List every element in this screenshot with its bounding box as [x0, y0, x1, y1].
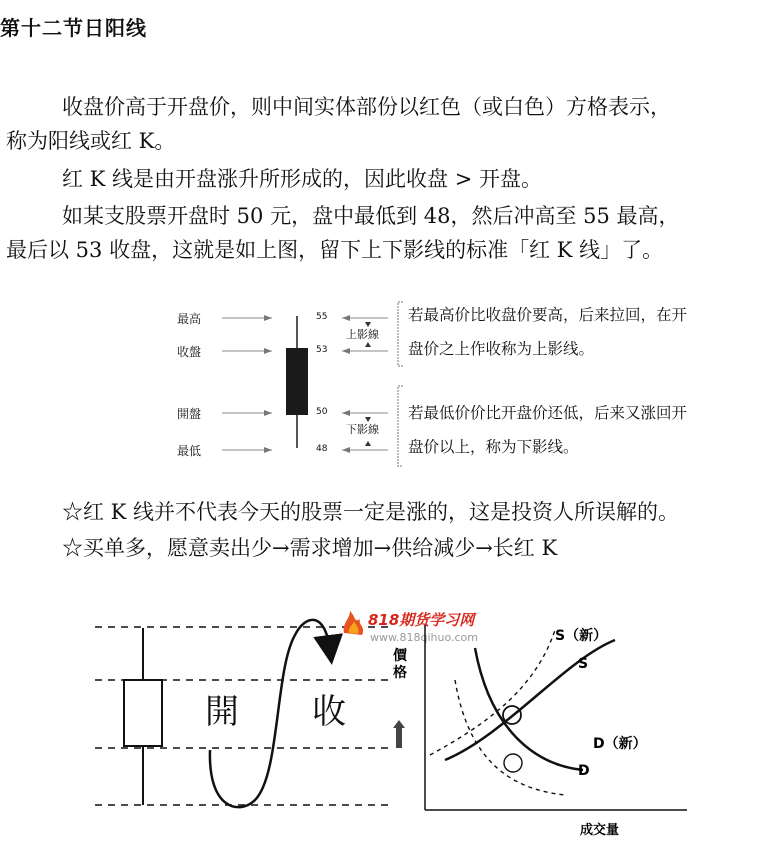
- candle-diagram: [160, 298, 758, 468]
- curve-d: [430, 630, 555, 755]
- value-close: 53: [316, 345, 328, 355]
- supply-demand-chart: [375, 620, 705, 845]
- lower-note-line-1: 若最低价价比开盘价还低，后来又涨回开: [408, 404, 688, 422]
- paragraph-line-2: 称为阳线或红 K。: [6, 129, 176, 153]
- old-equilibrium-marker: [504, 754, 522, 772]
- value-low: 48: [316, 444, 328, 454]
- label-high: 最高: [177, 312, 202, 326]
- upper-shadow-label: 上影線: [346, 328, 379, 341]
- y-axis-label: 價格: [393, 648, 407, 681]
- s-label: S: [578, 656, 589, 672]
- d-label: D: [578, 763, 590, 779]
- bullet-1: ☆红 K 线并不代表今天的股票一定是涨的，这是投资人所误解的。: [62, 500, 680, 524]
- value-high: 55: [316, 312, 328, 322]
- lower-bracket: [398, 386, 403, 466]
- lower-shadow-label: 下影線: [346, 423, 379, 436]
- candle-body: [286, 348, 308, 415]
- label-close: 收盤: [177, 345, 202, 359]
- label-low: 最低: [177, 444, 202, 458]
- watermark-url: www.818qihuo.com: [370, 631, 478, 644]
- lower-shadow-up-triangle: [365, 441, 371, 446]
- curve-d-new: [445, 640, 615, 760]
- s-new-label: S（新）: [555, 628, 608, 644]
- paragraph-line-5: 最后以 53 收盘，这就是如上图，留下上下影线的标准「红 K 线」了。: [6, 238, 664, 262]
- upper-note-line-2: 盘价之上作收称为上影线。: [408, 340, 595, 358]
- value-open: 50: [316, 407, 328, 417]
- upper-shadow-up-triangle: [365, 342, 371, 347]
- section-title: 第十二节日阳线: [0, 16, 147, 40]
- paragraph-line-1: 收盘价高于开盘价，则中间实体部份以红色（或白色）方格表示，: [62, 95, 671, 119]
- close-label: 收: [312, 692, 346, 732]
- d-new-label: D（新）: [593, 736, 647, 752]
- label-open: 開盤: [177, 407, 202, 421]
- upper-note-line-1: 若最高价比收盘价要高，后来拉回，在开: [408, 306, 688, 324]
- curve-s: [455, 680, 565, 795]
- open-label: 開: [205, 692, 239, 732]
- bullet-2: ☆买单多，愿意卖出少→需求增加→供给减少→长红 K: [62, 536, 558, 560]
- illustration-body: [124, 680, 162, 746]
- lower-note-line-2: 盘价以上，称为下影线。: [408, 438, 579, 456]
- paragraph-line-4: 如某支股票开盘时 50 元，盘中最低到 48，然后冲高至 55 最高，: [62, 204, 680, 228]
- price-up-arrow-icon: [393, 720, 405, 748]
- watermark-name: 818期货学习网: [368, 611, 475, 629]
- flame-logo-icon: [340, 609, 370, 637]
- paragraph-line-3: 红 K 线是由开盘涨升所形成的，因此收盘 > 开盘。: [62, 167, 542, 191]
- upper-bracket: [398, 302, 403, 366]
- x-axis-label: 成交量: [580, 823, 620, 838]
- curve-s-new: [475, 648, 583, 770]
